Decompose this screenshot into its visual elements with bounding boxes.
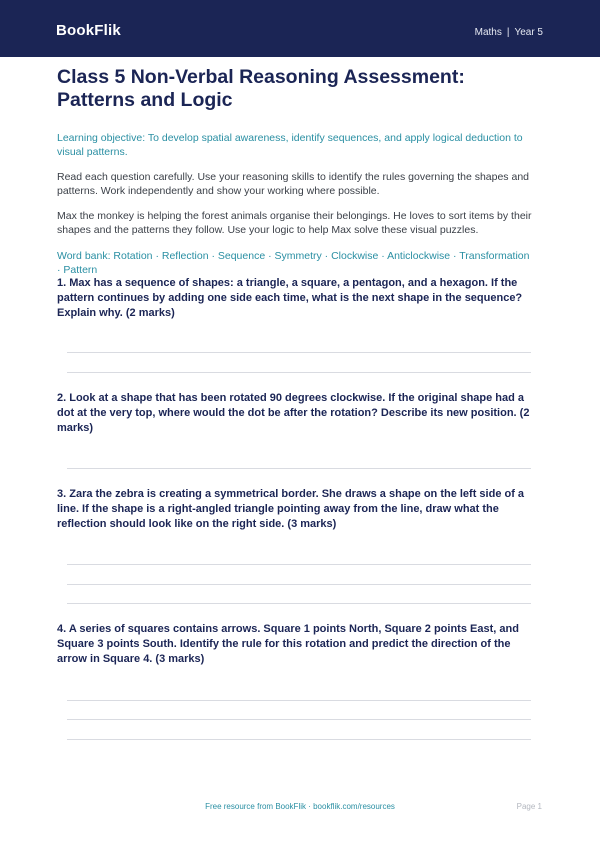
story-text: Max the monkey is helping the forest animals organise their belongings. He loves to sort items by their shapes and the patterns they follow. Use your logic to help Max solve these visual puzzles. xyxy=(57,210,532,236)
footer-resource-link[interactable]: Free resource from BookFlik · bookflik.com/resources xyxy=(205,802,395,811)
instructions-text: Read each question carefully. Use your reasoning skills to identify the rules governing the shapes and patterns. Work independently and show your working where possible. xyxy=(57,171,529,197)
answer-line[interactable] xyxy=(67,603,531,604)
answer-line[interactable] xyxy=(67,372,531,373)
brand-logo[interactable]: BookFlik xyxy=(56,22,121,39)
answer-line[interactable] xyxy=(67,719,531,720)
page-title: Class 5 Non-Verbal Reasoning Assessment: Patterns and Logic xyxy=(57,66,465,111)
answer-line[interactable] xyxy=(67,468,531,469)
answer-line[interactable] xyxy=(67,739,531,740)
header-separator: | xyxy=(506,27,510,38)
answer-line[interactable] xyxy=(67,584,531,585)
subject-label: Maths xyxy=(474,27,502,38)
page-number: Page 1 xyxy=(516,802,542,811)
page-header xyxy=(0,0,600,57)
learning-objective: Learning objective: To develop spatial awareness, identify sequences, and apply logical deduction to visual patterns. xyxy=(57,132,523,158)
question-3: 3. Zara the zebra is creating a symmetrical border. She draws a shape on the left side of a line. If the shape is a right-angled triangle pointing away from the line, draw what the reflection should look like on the right side. (3 marks) xyxy=(57,488,525,530)
question-2: 2. Look at a shape that has been rotated 90 degrees clockwise. If the original shape had a dot at the very top, where would the dot be after the rotation? Describe its new position. (2 marks) xyxy=(57,392,530,434)
question-4: 4. A series of squares contains arrows. Square 1 points North, Square 2 points East, and Square 3 points South. Identify the rule for this rotation and predict the direction of the arrow in Square 4. (3 marks) xyxy=(57,623,519,665)
question-1: 1. Max has a sequence of shapes: a triangle, a square, a pentagon, and a hexagon. If the pattern continues by adding one side each time, what is the next shape in the sequence? Explain why. (2 marks) xyxy=(57,277,523,319)
intro-section xyxy=(57,66,535,277)
answer-line[interactable] xyxy=(67,700,531,701)
answer-line[interactable] xyxy=(67,352,531,353)
answer-line[interactable] xyxy=(67,564,531,565)
year-label: Year 5 xyxy=(514,27,543,38)
word-bank: Word bank: Rotation · Reflection · Sequence · Symmetry · Clockwise · Anticlockwise · Transformation · Pattern xyxy=(57,250,530,276)
header-meta xyxy=(475,27,543,38)
